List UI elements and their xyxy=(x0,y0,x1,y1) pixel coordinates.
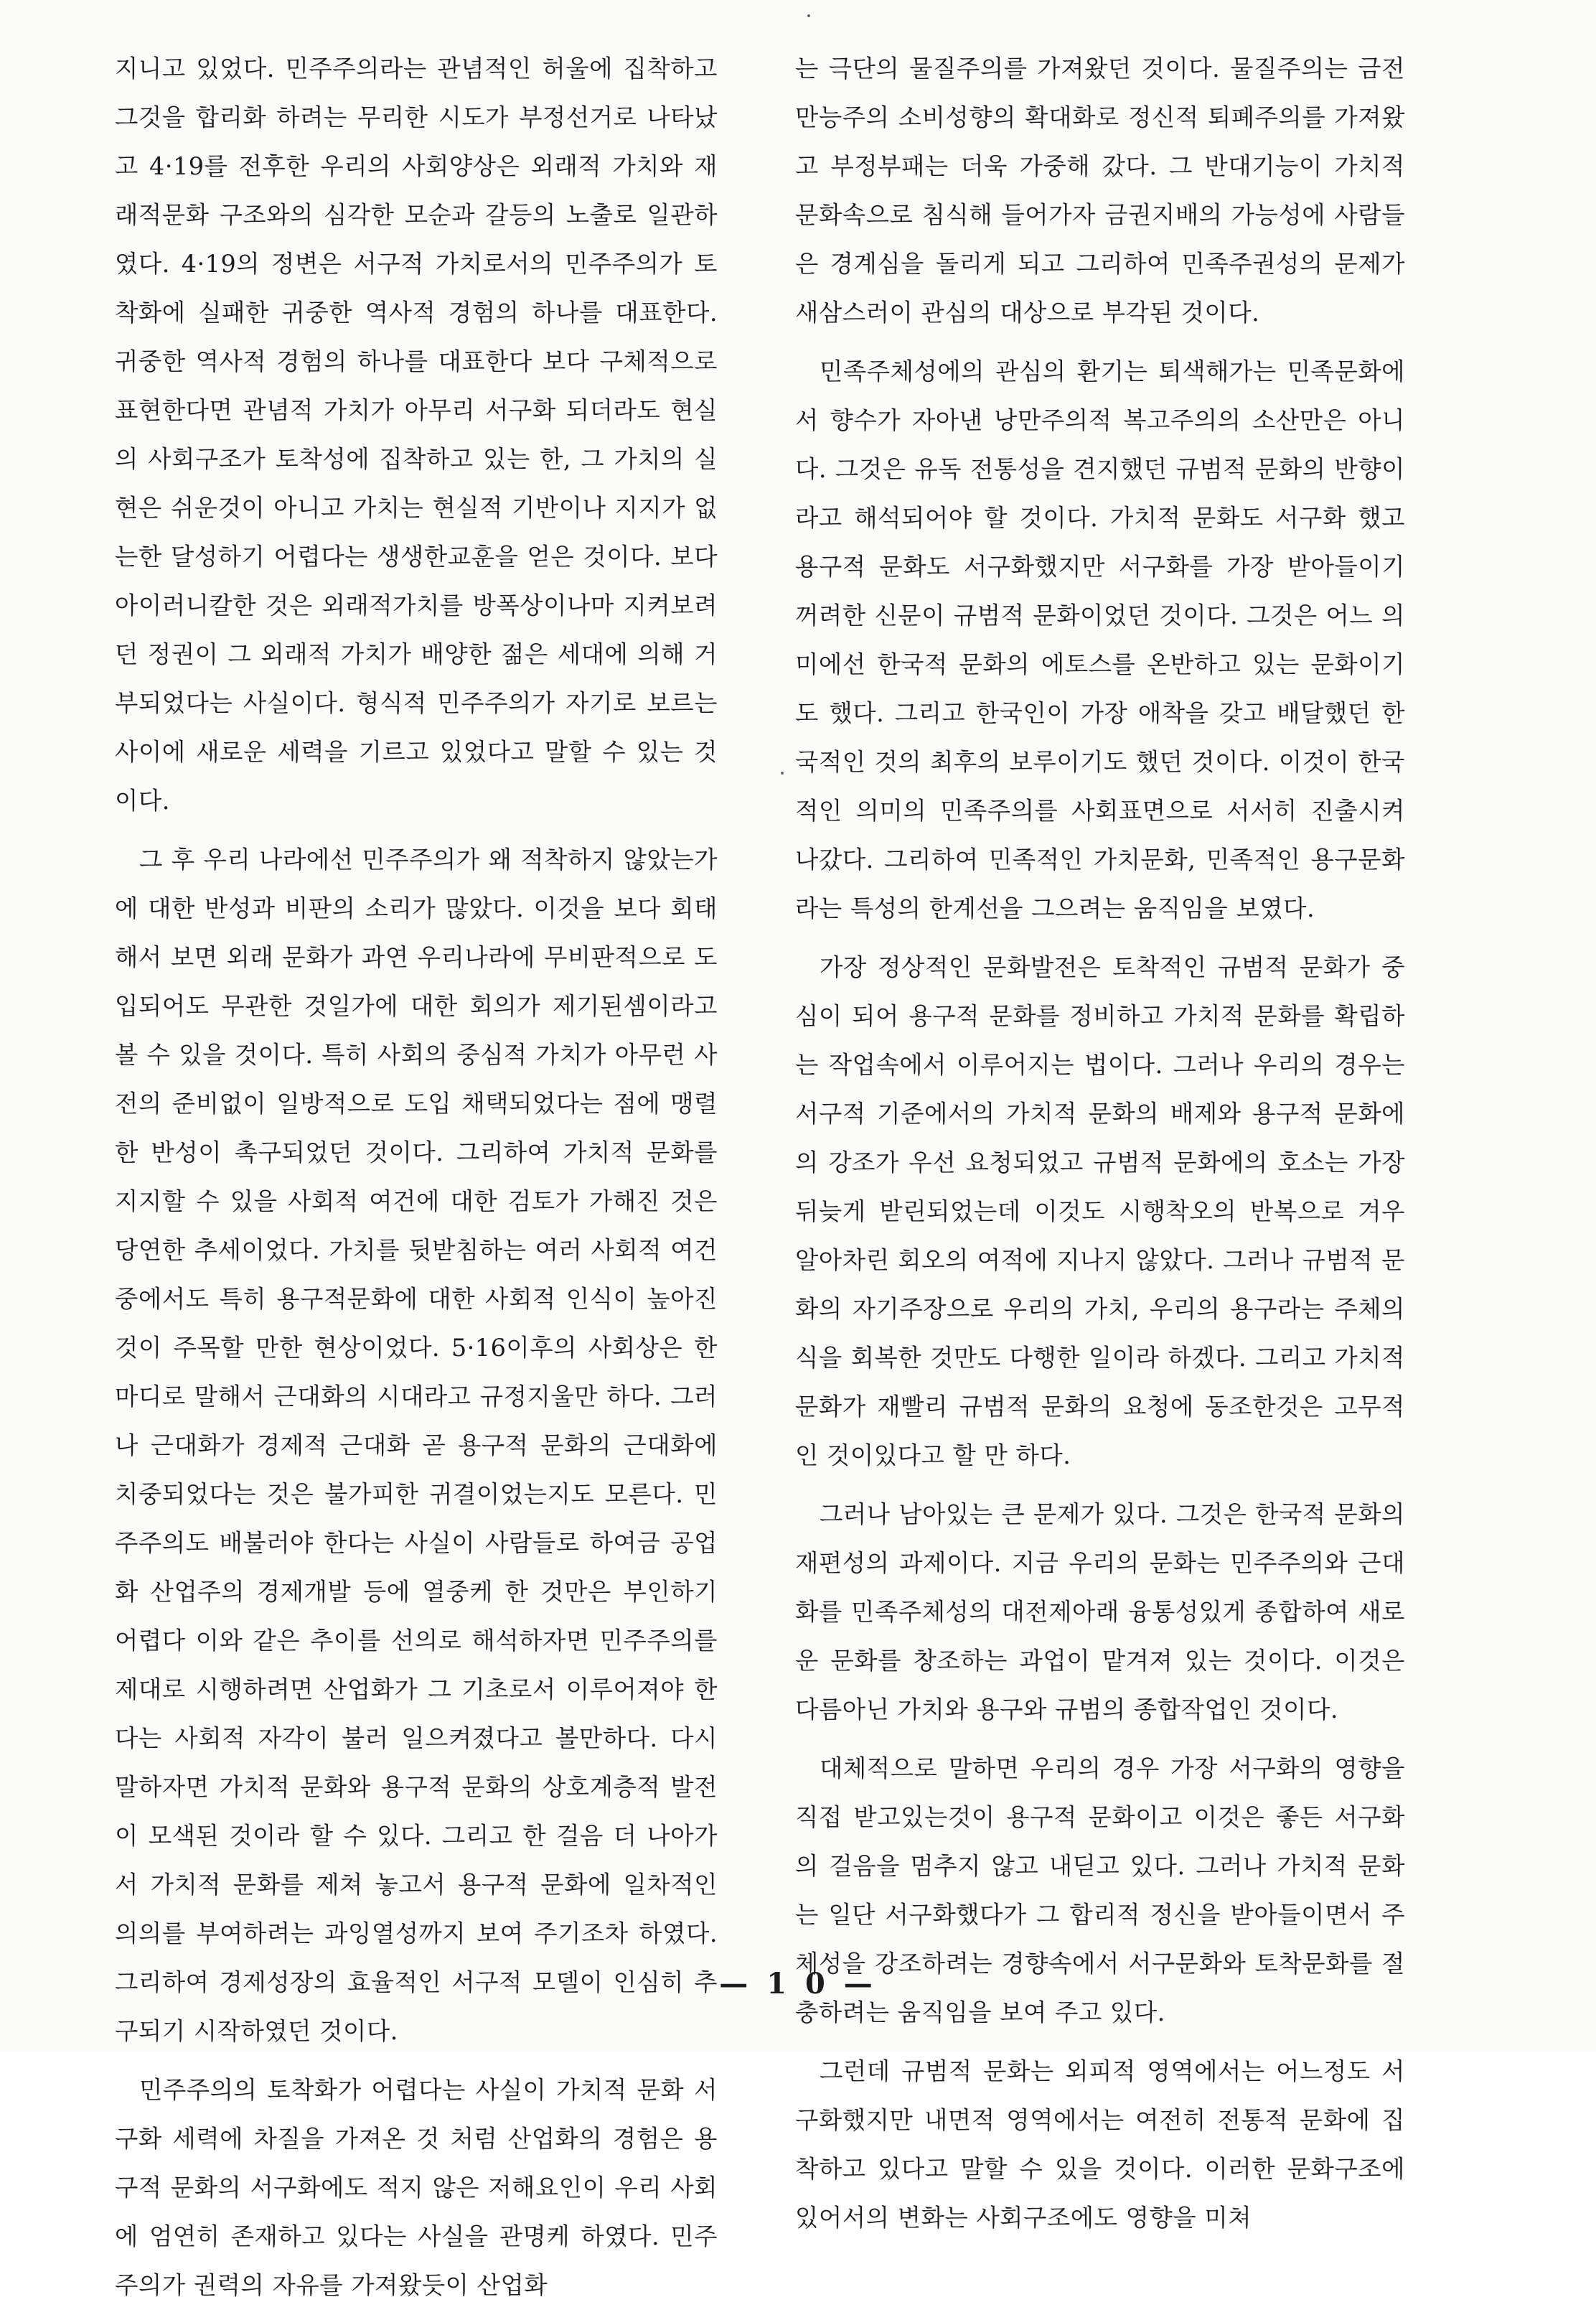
paragraph: 그 후 우리 나라에선 민주주의가 왜 적착하지 않았는가에 대한 반성과 비판의 소리가 많았다. 이것을 보다 회태해서 보면 외래 문화가 과연 우리나라에 무비판적으로 도입되어도 무관한 것일가에 대한 회의가 제기된셈이라고 볼 수 있을 것이다. 특히 사회의 중심적 가치가 아무런 사전의 준비없이 일방적으로 도입 채택되었다는 점에 맹렬한 반성이 촉구되었던 것이다. 그리하여 가치적 문화를 지지할 수 있을 사회적 여건에 대한 검토가 가해진 것은 당연한 추세이었다. 가치를 뒷받침하는 여러 사회적 여건 중에서도 특히 용구적문화에 대한 사회적 인식이 높아진 것이 주목할 만한 현상이었다. 5·16이후의 사회상은 한 마디로 말해서 근대화의 시대라고 규정지울만 하다. 그러나 근대화가 경제적 근대화 곧 용구적 문화의 근대화에 치중되었다는 것은 불가피한 귀결이었는지도 모른다. 민주주의도 배불러야 한다는 사실이 사람들로 하여금 공업화 산업주의 경제개발 등에 열중케 한 것만은 부인하기 어렵다 이와 같은 추이를 선의로 해석하자면 민주주의를 제대로 시행하려면 산업화가 그 기초로서 이루어져야 한다는 사회적 자각이 불러 일으켜졌다고 볼만하다. 다시 말하자면 가치적 문화와 용구적 문화의 상호계층적 발전이 모색된 것이라 할 수 있다. 그리고 한 걸음 더 나아가서 가치적 문화를 제쳐 놓고서 용구적 문화에 일차적인 의의를 부여하려는 과잉열성까지 보여 주기조차 하였다. 그리하여 경제성장의 효율적인 서구적 모델이 인심히 추구되기 시작하였던 것이다. xyxy=(115,846,718,2045)
paragraph: 대체적으로 말하면 우리의 경우 가장 서구화의 영향을 직접 받고있는것이 용구적 문화이고 이것은 좋든 서구화의 걸음을 멈추지 않고 내딛고 있다. 그러나 가치적 문화는 일단 서구화했다가 그 합리적 정신을 받아들이면서 주체성을 강조하려는 경향속에서 서구문화와 토착문화를 절충하려는 움직임을 보여 주고 있다. xyxy=(795,1754,1405,2026)
scan-speck xyxy=(807,14,810,17)
scan-speck xyxy=(781,772,784,775)
paragraph: 지니고 있었다. 민주주의라는 관념적인 허울에 집착하고 그것을 합리화 하려는 무리한 시도가 부정선거로 나타났고 4·19를 전후한 우리의 사회양상은 외래적 가치와 재래적문화 구조와의 심각한 모순과 갈등의 노출로 일관하였다. 4·19의 정변은 서구적 가치로서의 민주주의가 토착화에 실패한 귀중한 역사적 경험의 하나를 대표한다. 귀중한 역사적 경험의 하나를 대표한다 보다 구체적으로 표현한다면 관념적 가치가 아무리 서구화 되더라도 현실의 사회구조가 토착성에 집착하고 있는 한, 그 가치의 실현은 쉬운것이 아니고 가치는 현실적 기반이나 지지가 없는한 달성하기 어렵다는 생생한교훈을 얻은 것이다. 보다 아이러니칼한 것은 외래적가치를 방폭상이나마 지켜보려던 정권이 그 외래적 가치가 배양한 젊은 세대에 의해 거부되었다는 사실이다. 형식적 민주주의가 자기로 보르는 사이에 새로운 세력을 기르고 있었다고 말할 수 있는 것이다. xyxy=(115,55,718,815)
paragraph: 그러나 남아있는 큰 문제가 있다. 그것은 한국적 문화의 재편성의 과제이다. 지금 우리의 문화는 민주주의와 근대화를 민족주체성의 대전제아래 융통성있게 종합하여 새로운 문화를 창조하는 과업이 맡겨져 있는 것이다. 이것은 다름아닌 가치와 용구와 규범의 종합작업인 것이다. xyxy=(795,1500,1405,1723)
paragraph: 가장 정상적인 문화발전은 토착적인 규범적 문화가 중심이 되어 용구적 문화를 정비하고 가치적 문화를 확립하는 작업속에서 이루어지는 법이다. 그러나 우리의 경우는 서구적 기준에서의 가치적 문화의 배제와 용구적 문화에의 강조가 우선 요청되었고 규범적 문화에의 호소는 가장 뒤늦게 받린되었는데 이것도 시행착오의 반복으로 겨우 알아차린 회오의 여적에 지나지 않았다. 그러나 규범적 문화의 자기주장으로 우리의 가치, 우리의 용구라는 주체의식을 회복한 것만도 다행한 일이라 하겠다. 그리고 가치적 문화가 재빨리 규범적 문화의 요청에 동조한것은 고무적인 것이있다고 할 만 하다. xyxy=(795,953,1405,1469)
paragraph: 민족주체성에의 관심의 환기는 퇴색해가는 민족문화에서 향수가 자아낸 낭만주의적 복고주의의 소산만은 아니다. 그것은 유독 전통성을 견지했던 규범적 문화의 반향이라고 해석되어야 할 것이다. 가치적 문화도 서구화 했고 용구적 문화도 서구화했지만 서구화를 가장 받아들이기 꺼려한 신문이 규범적 문화이었던 것이다. 그것은 어느 의미에선 한국적 문화의 에토스를 온반하고 있는 문화이기도 했다. 그리고 한국인이 가장 애착을 갖고 배달했던 한국적인 것의 최후의 보루이기도 했던 것이다. 이것이 한국적인 의미의 민족주의를 사회표면으로 서서히 진출시켜 나갔다. 그리하여 민족적인 가치문화, 민족적인 용구문화라는 특성의 한계선을 그으려는 움직임을 보였다. xyxy=(795,357,1405,922)
paragraph: 민주주의의 토착화가 어렵다는 사실이 가치적 문화 서구화 세력에 차질을 가져온 것 처럼 산업화의 경험은 용구적 문화의 서구화에도 적지 않은 저해요인이 우리 사회에 엄연히 존재하고 있다는 사실을 관명케 하였다. 민주주의가 권력의 자유를 가져왔듯이 산업화 xyxy=(115,2076,718,2299)
right-column xyxy=(795,45,1405,2253)
paragraph: 그런데 규범적 문화는 외피적 영역에서는 어느정도 서구화했지만 내면적 영역에서는 여전히 전통적 문화에 집착하고 있다고 말할 수 있을 것이다. 이러한 문화구조에 있어서의 변화는 사회구조에도 영향을 미쳐 xyxy=(795,2057,1405,2232)
page-number: — 1 0 — xyxy=(719,1967,877,2001)
paragraph: 는 극단의 물질주의를 가져왔던 것이다. 물질주의는 금전만능주의 소비성향의 확대화로 정신적 퇴폐주의를 가져왔고 부정부패는 더욱 가중해 갔다. 그 반대기능이 가치적 문화속으로 침식해 들어가자 금권지배의 가능성에 사람들은 경계심을 돌리게 되고 그리하여 민족주권성의 문제가 새삼스러이 관심의 대상으로 부각된 것이다. xyxy=(795,55,1405,327)
